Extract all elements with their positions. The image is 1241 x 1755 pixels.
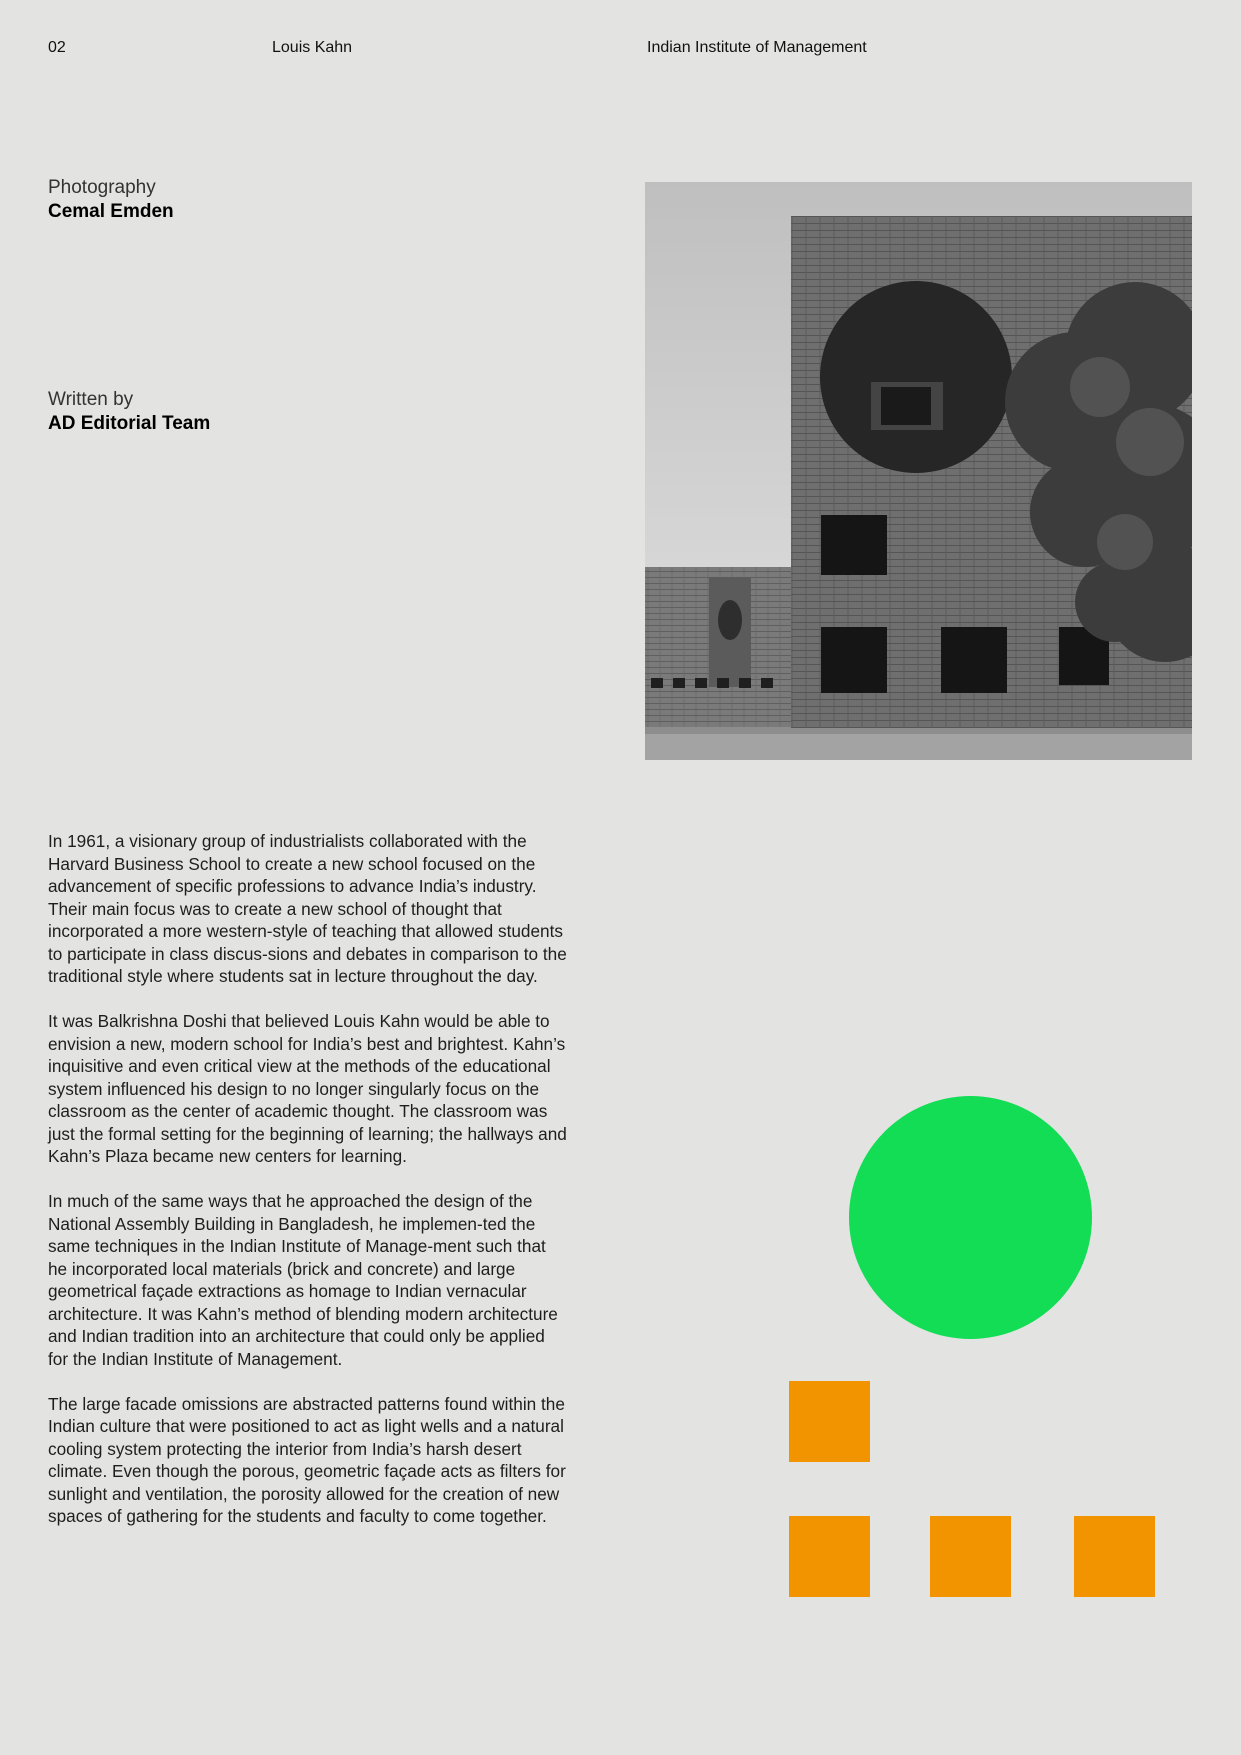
article-paragraph: It was Balkrishna Doshi that believed Louis Kahn would be able to envision a new, modern school for India’s best and brightest. Kahn’s inquisitive and even critical view at the methods of the educational system influenced his design to no longer singularly focus on the classroom as the center of academic thought. The classroom was just the formal setting for the beginning of learning; the hallways and Kahn’s Plaza became new centers for learning. — [48, 1011, 567, 1166]
photography-credit — [48, 176, 174, 224]
header-architect: Louis Kahn — [272, 39, 353, 56]
writer-label: Written by — [48, 389, 134, 410]
header-building: Indian Institute of Management — [647, 39, 867, 56]
article-paragraph: In 1961, a visionary group of industrialists collaborated with the Harvard Business School to create a new school focused on the advancement of specific professions to advance India’s industry. Their main focus was to create a new school of thought that incorporated a more western-style of teaching that allowed students to participate in class discus-sions and debates in comparison to the traditional style where students sat in lecture throughout the day. — [48, 831, 567, 986]
writer-name: AD Editorial Team — [48, 413, 211, 434]
green-circle-shape — [849, 1096, 1092, 1339]
page-number: 02 — [48, 39, 66, 56]
orange-square-shape — [789, 1381, 870, 1462]
building-photo — [645, 182, 1192, 760]
orange-square-shape — [1074, 1516, 1155, 1597]
photographer-name: Cemal Emden — [48, 201, 174, 222]
orange-square-shape — [930, 1516, 1011, 1597]
article-body — [48, 830, 568, 1550]
orange-square-shape — [789, 1516, 870, 1597]
article-paragraph: In much of the same ways that he approached the design of the National Assembly Building in Bangladesh, he implemen-ted the same techniques in the Indian Institute of Manage-ment such that he incorporated local materials (brick and concrete) and large geometrical façade extractions as homage to Indian vernacular architecture. It was Kahn’s method of blending modern architecture and Indian tradition into an architecture that could only be applied for the Indian Institute of Management. — [48, 1191, 558, 1369]
photography-label: Photography — [48, 177, 156, 198]
article-paragraph: The large facade omissions are abstracted patterns found within the Indian culture that were positioned to act as light wells and a natural cooling system protecting the interior from India’s harsh desert climate. Even though the porous, geometric façade acts as filters for sunlight and ventilation, the porosity allowed for the creation of new spaces of gathering for the students and faculty to come together. — [48, 1393, 566, 1526]
writer-credit — [48, 388, 210, 436]
